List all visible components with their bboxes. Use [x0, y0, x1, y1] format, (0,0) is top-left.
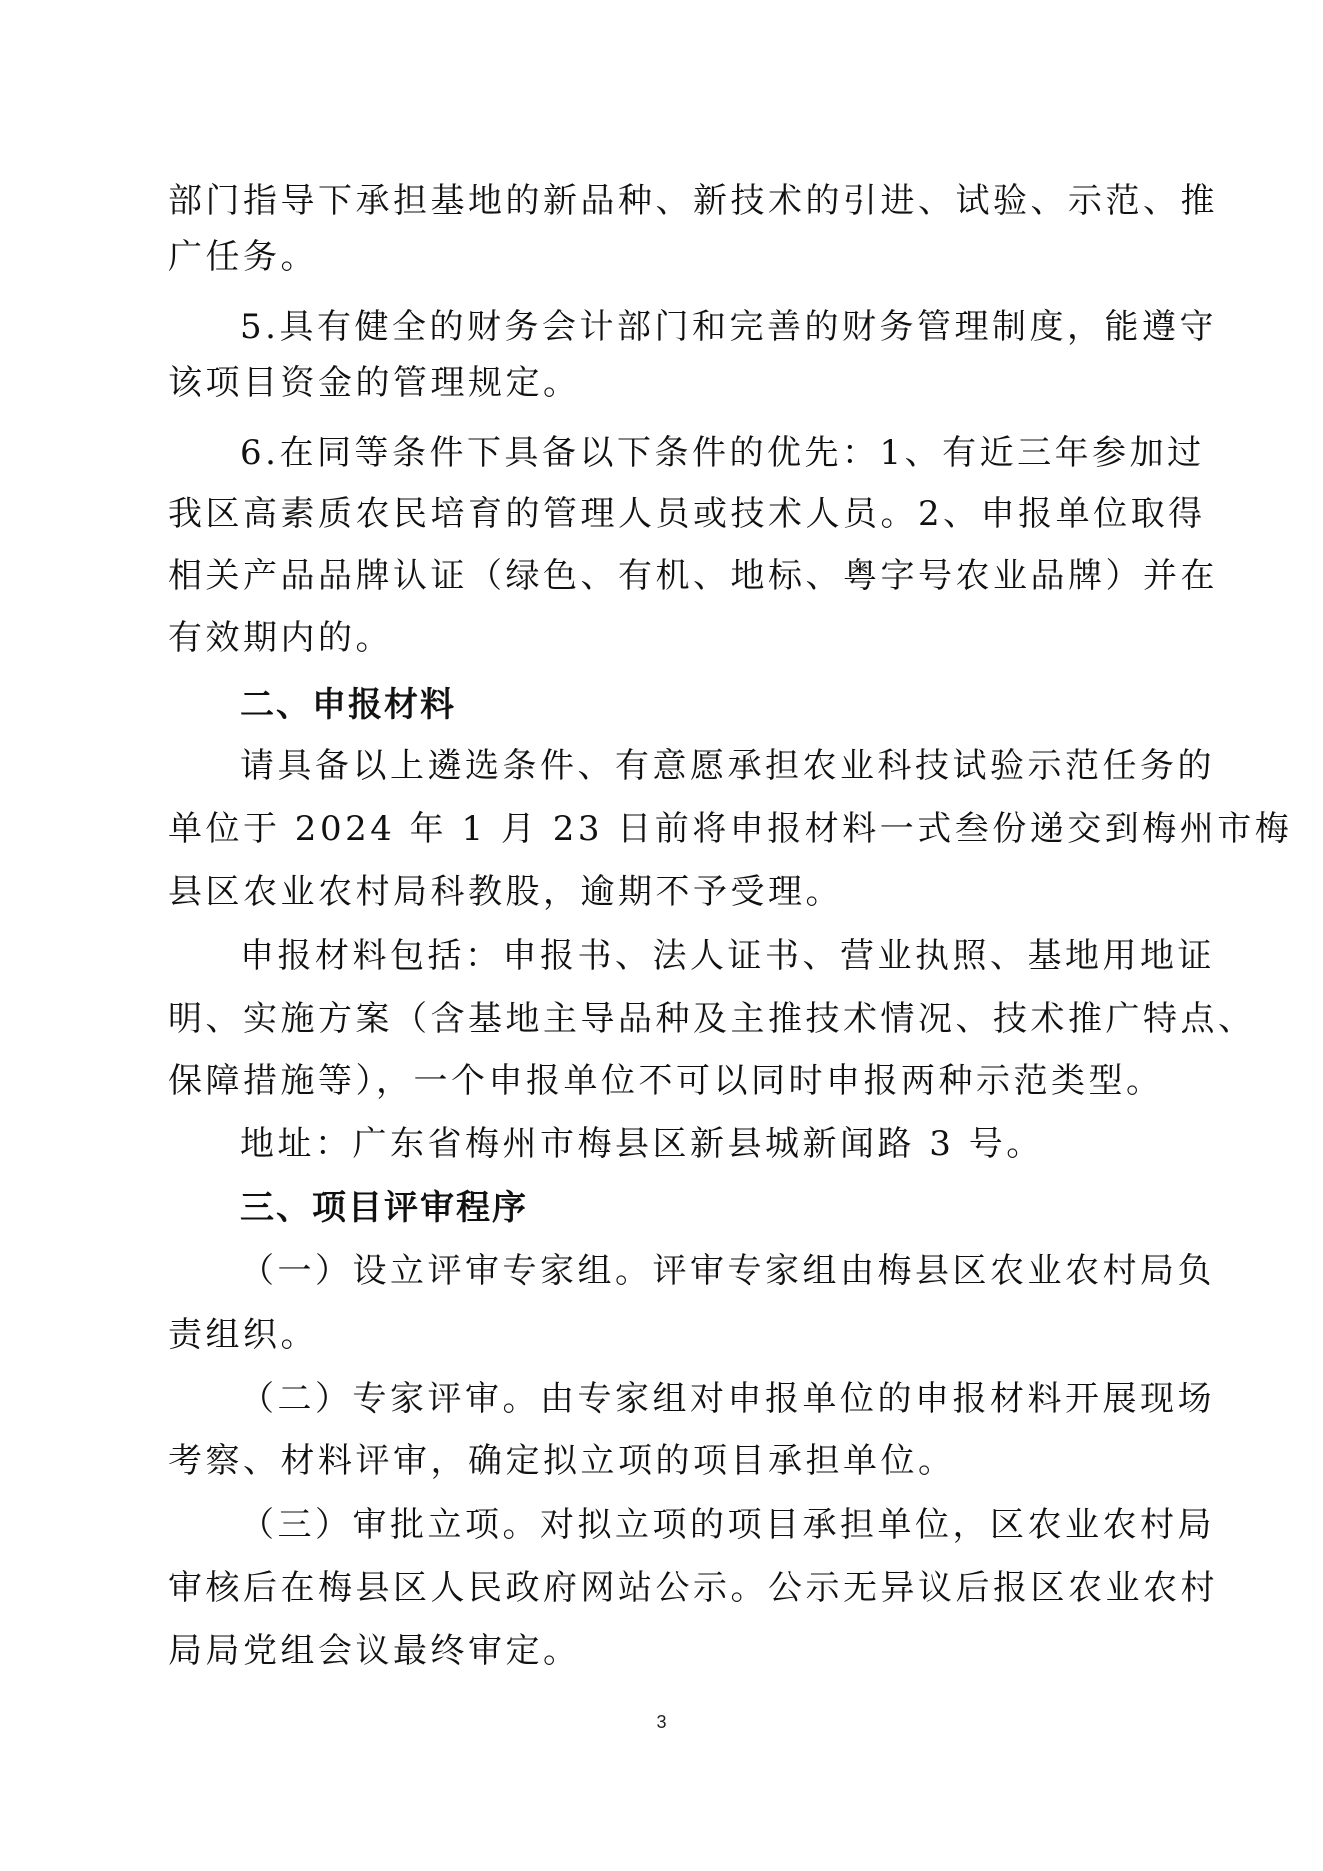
text-line: 相关产品品牌认证（绿色、有机、地标、粤字号农业品牌）并在 [168, 556, 1218, 596]
text-line: （一）设立评审专家组。评审专家组由梅县区农业农村局负 [240, 1251, 1215, 1291]
text-line: 5.具有健全的财务会计部门和完善的财务管理制度，能遵守 [240, 307, 1217, 347]
section-heading: 二、申报材料 [240, 685, 456, 725]
text-line: 明、实施方案（含基地主导品种及主推技术情况、技术推广特点、 [168, 999, 1256, 1039]
text-line: 申报材料包括：申报书、法人证书、营业执照、基地用地证 [240, 936, 1215, 976]
text-line: 单位于 2024 年 1 月 23 日前将申报材料一式叁份递交到梅州市梅 [168, 809, 1293, 849]
text-line: 审核后在梅县区人民政府网站公示。公示无异议后报区农业农村 [168, 1568, 1218, 1608]
text-line: 该项目资金的管理规定。 [168, 363, 581, 403]
text-line: 有效期内的。 [168, 618, 393, 658]
text-line: （三）审批立项。对拟立项的项目承担单位，区农业农村局 [240, 1505, 1215, 1545]
text-line: 局局党组会议最终审定。 [168, 1631, 581, 1671]
text-line: 部门指导下承担基地的新品种、新技术的引进、试验、示范、推 [168, 181, 1218, 221]
page-number: 3 [656, 1712, 667, 1732]
text-line: 地址：广东省梅州市梅县区新县城新闻路 3 号。 [240, 1124, 1044, 1164]
text-line: 我区高素质农民培育的管理人员或技术人员。2、申报单位取得 [168, 494, 1206, 534]
text-line: 请具备以上遴选条件、有意愿承担农业科技试验示范任务的 [240, 746, 1215, 786]
text-line: 责组织。 [168, 1315, 318, 1355]
text-line: 广任务。 [168, 237, 318, 277]
text-line: 考察、材料评审，确定拟立项的项目承担单位。 [168, 1441, 956, 1481]
text-line: 保障措施等），一个申报单位不可以同时申报两种示范类型。 [168, 1061, 1164, 1101]
section-heading: 三、项目评审程序 [240, 1188, 528, 1228]
text-line: 6.在同等条件下具备以下条件的优先：1、有近三年参加过 [240, 433, 1205, 473]
text-line: 县区农业农村局科教股，逾期不予受理。 [168, 872, 843, 912]
text-line: （二）专家评审。由专家组对申报单位的申报材料开展现场 [240, 1379, 1215, 1419]
